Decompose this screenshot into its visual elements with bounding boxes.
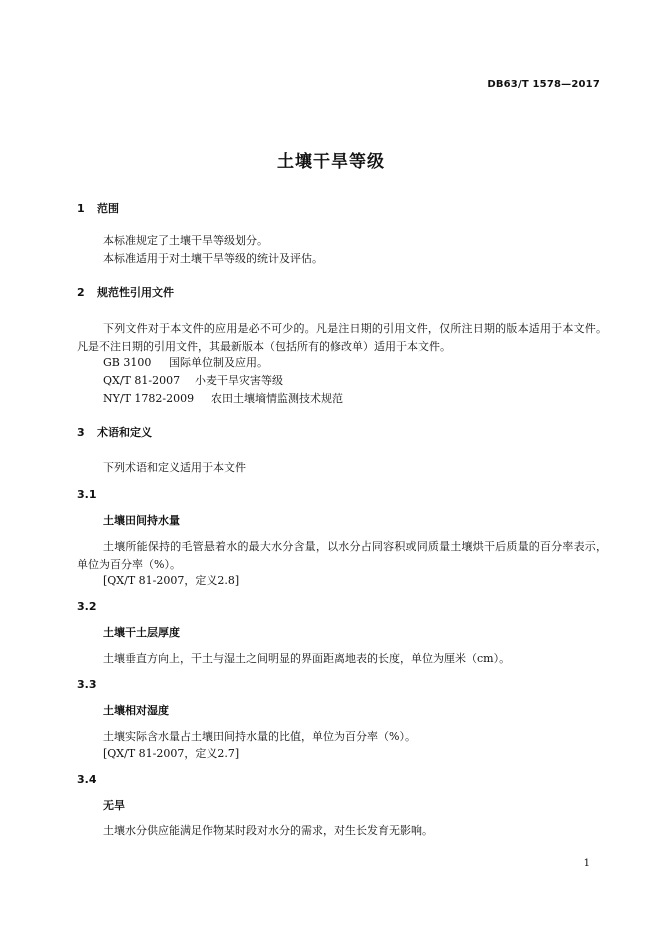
- section-heading-scope: [77, 200, 607, 218]
- section-number: 1: [77, 202, 85, 215]
- term-definition: 土壤实际含水量占土壤田间持水量的比值，单位为百分率（%）。: [103, 730, 416, 743]
- paragraph: 下列术语和定义适用于本文件: [103, 461, 246, 474]
- reference-name: 国际单位制及应用。: [169, 356, 268, 369]
- section-heading-normative-references: [77, 284, 607, 302]
- standard-code: DB63/T 1578—2017: [487, 79, 600, 90]
- reference-item: [77, 390, 633, 408]
- section-heading-terms-definitions: [77, 424, 607, 442]
- reference-name: 小麦干旱灾害等级: [195, 374, 283, 387]
- term-number: 3.3: [77, 678, 97, 691]
- section-title: 术语和定义: [97, 426, 152, 439]
- term-source: [QX/T 81-2007，定义2.7]: [103, 747, 240, 760]
- term-title: 土壤干土层厚度: [103, 626, 180, 639]
- paragraph: 本标准适用于对土壤干旱等级的统计及评估。: [103, 252, 323, 265]
- paragraph: 本标准规定了土壤干旱等级划分。: [103, 234, 268, 247]
- reference-code: GB 3100: [103, 356, 152, 369]
- reference-item: [77, 372, 633, 390]
- term-title: 土壤相对湿度: [103, 704, 169, 717]
- document-title: 土壤干旱等级: [277, 152, 385, 172]
- reference-code: NY/T 1782-2009: [103, 392, 195, 405]
- reference-item: [77, 354, 633, 372]
- reference-name: 农田土壤墒情监测技术规范: [211, 392, 343, 405]
- term-definition: 土壤水分供应能满足作物某时段对水分的需求，对生长发育无影响。: [103, 824, 433, 837]
- term-number: 3.1: [77, 488, 97, 501]
- term-title: 无旱: [103, 799, 125, 812]
- section-title: 范围: [97, 202, 119, 215]
- section-number: 2: [77, 286, 85, 299]
- reference-code: QX/T 81-2007: [103, 374, 181, 387]
- term-definition: 土壤垂直方向上，干土与湿土之间明显的界面距离地表的长度，单位为厘米（cm）。: [103, 652, 511, 665]
- term-definition: 土壤所能保持的毛管悬着水的最大水分含量，以水分占同容积或同质量土壤烘干后质量的百分率表示，单位为百分率（%）。: [77, 540, 607, 571]
- term-title: 土壤田间持水量: [103, 514, 180, 527]
- paragraph: 下列文件对于本文件的应用是必不可少的。凡是注日期的引用文件，仅所注日期的版本适用于本文件。凡是不注日期的引用文件，其最新版本（包括所有的修改单）适用于本文件。: [77, 322, 607, 353]
- term-number: 3.2: [77, 600, 97, 613]
- section-title: 规范性引用文件: [97, 286, 174, 299]
- term-number: 3.4: [77, 773, 97, 786]
- section-number: 3: [77, 426, 85, 439]
- term-source: [QX/T 81-2007，定义2.8]: [103, 574, 240, 587]
- page-number: 1: [583, 858, 590, 869]
